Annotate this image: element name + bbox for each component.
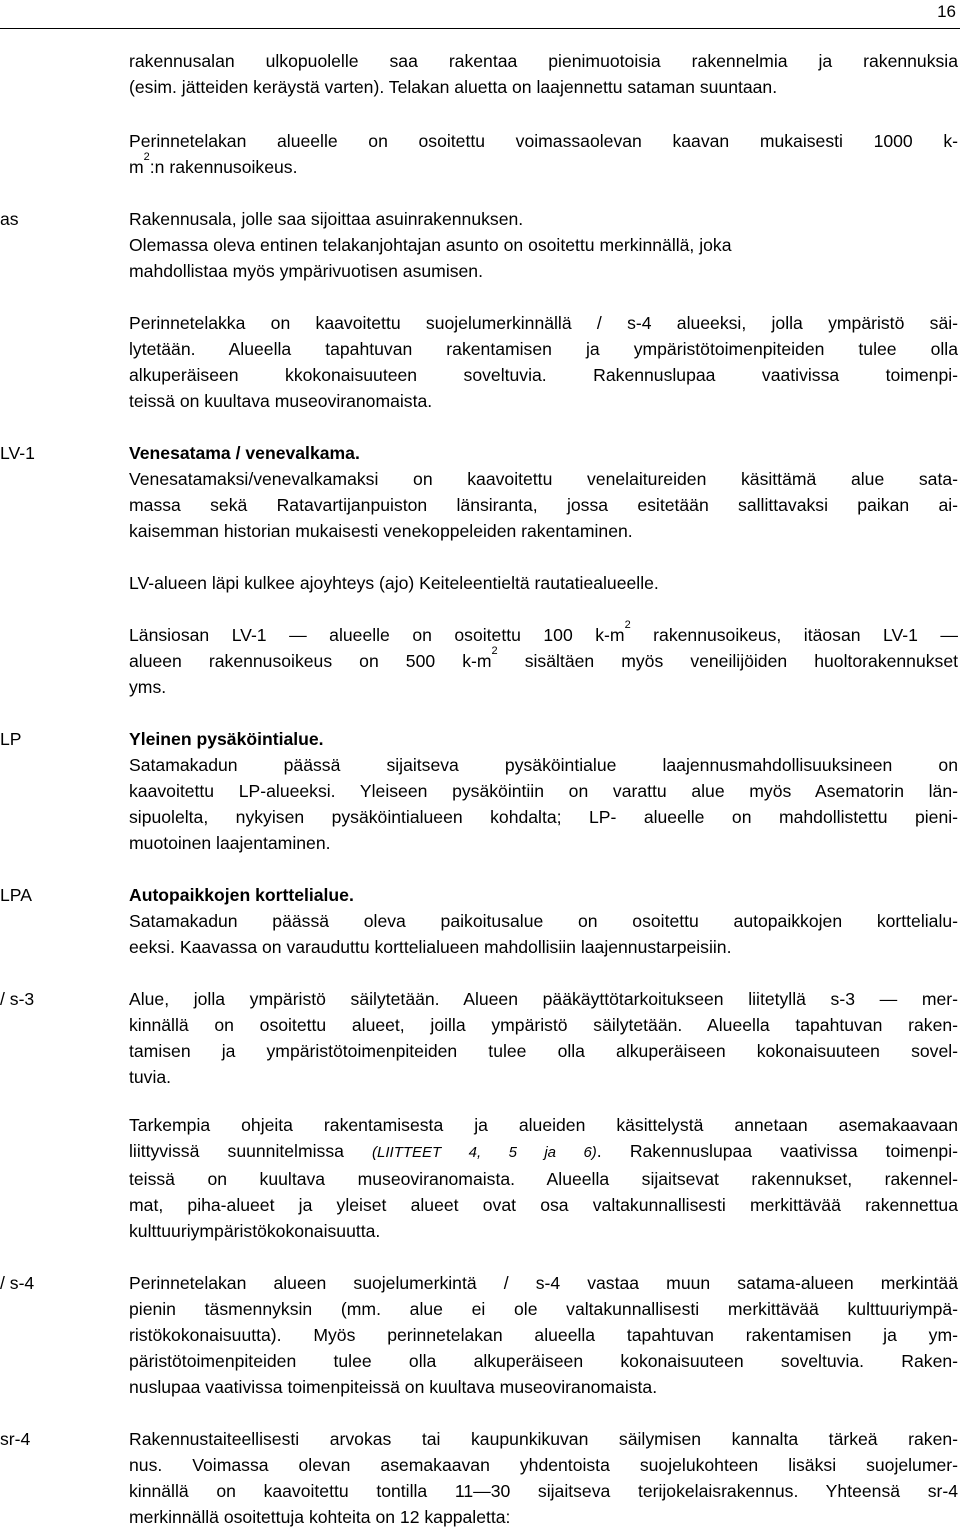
text-line — [129, 645, 958, 674]
text-line: massa sekä Ratavartijanpuiston länsiranta, jossa esitetään sallittavaksi paikan ai- — [129, 495, 958, 515]
text-line: LV-alueen läpi kulkee ajoyhteys (ajo) Keiteleentieltä rautatiealueelle. — [129, 573, 659, 593]
superscript: 2 — [143, 151, 150, 163]
text-line: mahdollistaa myös ympärivuotisen asumisen. — [129, 261, 483, 281]
text-fragment: :n rakennusoikeus. — [149, 157, 298, 177]
text-line: Rakennusala, jolle saa sijoittaa asuinrakennuksen. — [129, 209, 524, 229]
paragraph-text — [129, 48, 958, 100]
text-line: pienin täsmennyksin (mm. alue ei ole valtakunnallisesti merkittävää kulttuuriympä- — [129, 1299, 958, 1319]
text-line: Perinnetelakan alueelle on osoitettu voimassaolevan kaavan mukaisesti 1000 k- — [129, 131, 958, 151]
paragraph-text — [129, 310, 958, 414]
paragraph-text — [129, 1112, 958, 1244]
paragraph-text — [129, 986, 958, 1090]
paragraph-text — [129, 882, 958, 960]
text-fragment: Länsiosan LV-1 — alueelle on osoitettu 100 k-m — [129, 625, 625, 645]
zone-code: LV-1 — [0, 443, 35, 463]
zone-code: sr-4 — [0, 1429, 31, 1449]
text-line: kulttuuriympäristökokonaisuutta. — [129, 1221, 381, 1241]
text-line: Olemassa oleva entinen telakanjohtajan asunto on osoitettu merkinnällä, joka — [129, 235, 732, 255]
section-title: Autopaikkojen korttelialue. — [129, 885, 354, 905]
text-line: ristökokonaisuutta). Myös perinnetelakan alueella tapahtuvan rakentamisen ja ym- — [129, 1325, 958, 1345]
zone-code: / s-3 — [0, 989, 35, 1009]
text-line: Satamakadun päässä sijaitseva pysäköintialue laajennusmahdollisuuksineen on — [129, 755, 958, 775]
text-fragment: sisältäen myös veneilijöiden huoltorakennukset — [497, 651, 958, 671]
text-line: teissä on kuultava museoviranomaista. — [129, 391, 433, 411]
text-line: Tarkempia ohjeita rakentamisesta ja alueiden käsittelystä annetaan asemakaavaan — [129, 1115, 958, 1135]
superscript: 2 — [624, 619, 631, 631]
text-line: (esim. jätteiden keräystä varten). Telakan aluetta on laajennettu sataman suuntaan. — [129, 77, 778, 97]
text-line: teissä on kuultava museoviranomaista. Alueella sijaitsevat rakennukset, rakennel- — [129, 1169, 958, 1189]
header-rule — [0, 28, 960, 29]
paragraph-text — [129, 440, 958, 544]
paragraph-text — [129, 726, 958, 856]
page-number: 16 — [937, 2, 956, 21]
text-line: eeksi. Kaavassa on varauduttu korttelialueen mahdollisiin laajennustarpeisiin. — [129, 937, 732, 957]
text-fragment: rakennusoikeus, itäosan LV-1 — — [630, 625, 959, 645]
paragraph-text — [129, 619, 959, 700]
text-fragment: alueen rakennusoikeus on 500 k-m — [129, 651, 492, 671]
text-line: nus. Voimassa olevan asemakaavan yhdentoista suojelukohteen lisäksi suojelumer- — [129, 1455, 958, 1475]
text-line: kaisemman historian mukaisesti venekoppeleiden rakentaminen. — [129, 521, 633, 541]
section-title: Yleinen pysäköintialue. — [129, 729, 324, 749]
zone-code: as — [0, 209, 19, 229]
text-line: sipuolelta, nykyisen pysäköintialueen kohdalta; LP- alueelle on mahdollistettu pieni- — [129, 807, 958, 827]
text-line: Perinnetelakka on kaavoitettu suojelumerkinnällä / s-4 alueeksi, jolla ympäristö säi- — [129, 313, 958, 333]
text-line: Rakennustaiteellisesti arvokas tai kaupunkikuvan säilymisen kannalta tärkeä raken- — [129, 1429, 958, 1449]
superscript: 2 — [491, 645, 498, 657]
paragraph-text — [129, 1426, 958, 1530]
text-line: kaavoitettu LP-alueeksi. Yleiseen pysäköintiin on varattu alue myös Asematorin län- — [129, 781, 958, 801]
text-line: tuvia. — [129, 1067, 172, 1087]
zone-code: LP — [0, 729, 22, 749]
text-line: Alue, jolla ympäristö säilytetään. Alueen pääkäyttötarkoitukseen liitetyllä s-3 — mer- — [129, 989, 958, 1009]
text-line: muotoinen laajentaminen. — [129, 833, 331, 853]
text-line: merkinnällä osoitettuja kohteita on 12 kappaletta: — [129, 1507, 511, 1527]
text-line: kinnällä on osoitettu alueet, joilla ympäristö säilytetään. Alueella tapahtuvan raken- — [129, 1015, 958, 1035]
text-line: mat, piha-alueet ja yleiset alueet ovat osa valtakunnallisesti merkittävää rakennettua — [129, 1195, 958, 1215]
text-line: tamisen ja ympäristötoimenpiteiden tulee olla alkuperäiseen kokonaisuuteen sovel- — [129, 1041, 958, 1061]
text-line: Venesatamaksi/venevalkamaksi on kaavoitettu venelaitureiden käsittämä alue sata- — [129, 469, 958, 489]
text-line — [129, 151, 958, 180]
text-line — [129, 1138, 958, 1166]
text-fragment: liittyvissä suunnitelmissa — [129, 1141, 373, 1161]
text-line — [129, 619, 959, 648]
text-fragment: m — [129, 157, 144, 177]
text-fragment: . Rakennuslupaa vaativissa toimenpi- — [596, 1141, 958, 1161]
text-line: lytetään. Alueella tapahtuvan rakentamisen ja ympäristötoimenpiteiden tulee olla — [129, 339, 958, 359]
zone-code: LPA — [0, 885, 32, 905]
text-line: alkuperäiseen kkokonaisuuteen soveltuvia. Rakennuslupaa vaativissa toimenpi- — [129, 365, 958, 385]
zone-code: / s-4 — [0, 1273, 35, 1293]
paragraph-text — [129, 1270, 958, 1400]
appendix-reference: (LIITTEET 4, 5 ja 6) — [372, 1144, 597, 1161]
text-line: kinnällä on kaavoitettu tontilla 11—30 sijaitseva terijokelaisrakennus. Yhteensä sr-4 — [129, 1481, 958, 1501]
paragraph-text — [129, 206, 958, 284]
paragraph-text — [129, 570, 958, 596]
text-line: Perinnetelakan alueen suojelumerkintä / s-4 vastaa muun satama-alueen merkintää — [129, 1273, 958, 1293]
text-line: rakennusalan ulkopuolelle saa rakentaa pienimuotoisia rakennelmia ja rakennuksia — [129, 51, 958, 71]
text-line: päristötoimenpiteiden tulee olla alkuperäiseen kokonaisuuteen soveltuvia. Raken- — [129, 1351, 958, 1371]
text-line: yms. — [129, 677, 167, 697]
text-line: Satamakadun päässä oleva paikoitusalue on osoitettu autopaikkojen korttelialu- — [129, 911, 958, 931]
paragraph-text — [129, 128, 958, 180]
section-title: Venesatama / venevalkama. — [129, 443, 360, 463]
text-line: nuslupaa vaativissa toimenpiteissä on kuultava museoviranomaista. — [129, 1377, 658, 1397]
